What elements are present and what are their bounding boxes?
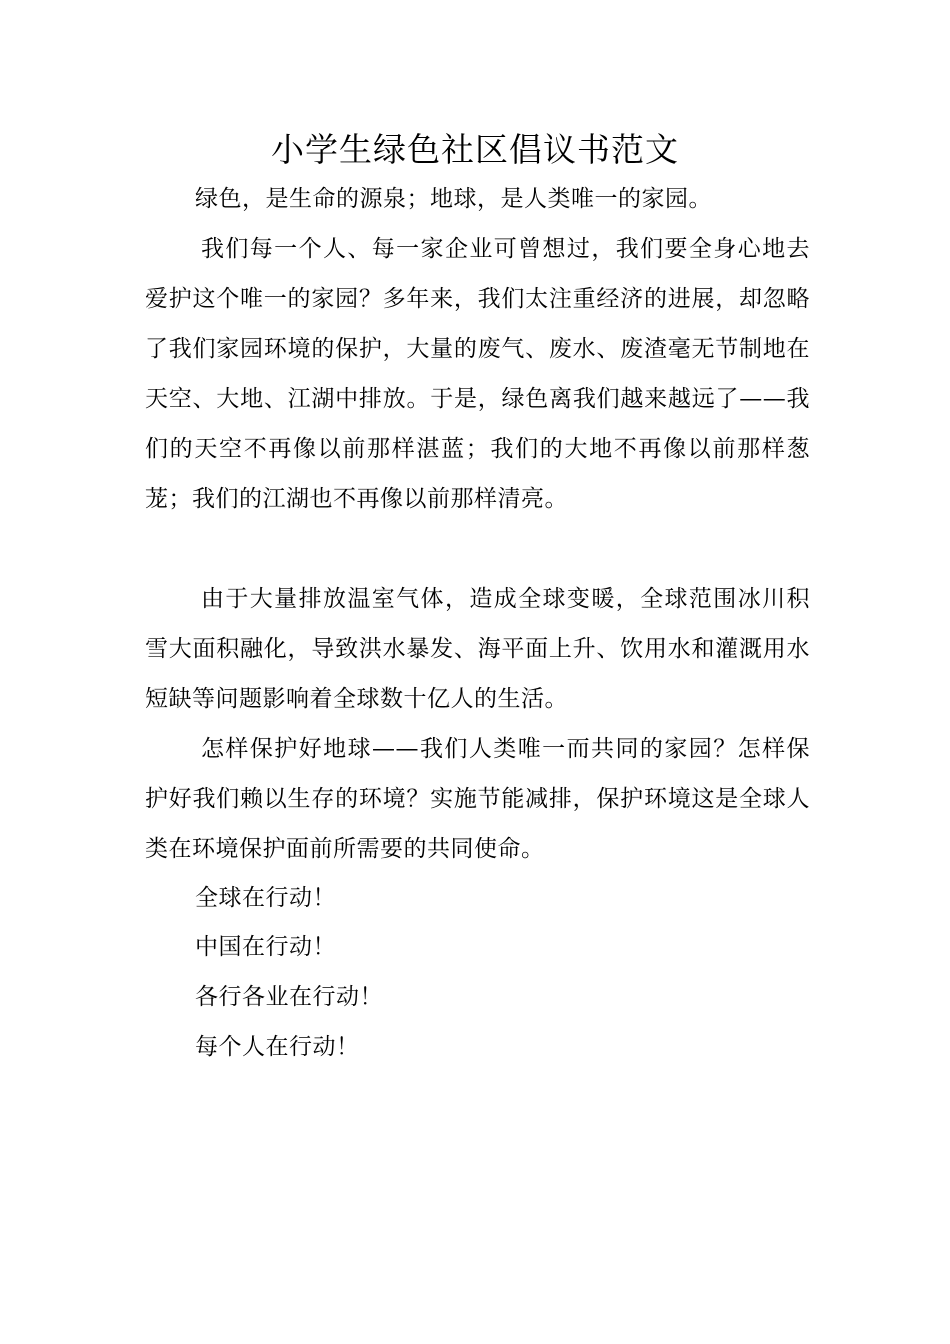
paragraph-3-text: 怎样保护好地球——我们人类唯一而共同的家园？怎样保护好我们赖以生存的环境？实施节能减排，保护环境这是全球人类在环境保护面前所需要的共同使命。 — [145, 736, 810, 862]
paragraph-2 — [145, 574, 810, 724]
opening-line: 绿色，是生命的源泉；地球，是人类唯一的家园。 — [195, 186, 712, 212]
paragraph-1-text: 我们每一个人、每一家企业可曾想过，我们要全身心地去爱护这个唯一的家园？多年来，我们太注重经济的进展，却忽略了我们家园环境的保护，大量的废气、废水、废渣毫无节制地在天空、大地、江湖中排放。于是，绿色离我们越来越远了——我们的天空不再像以前那样湛蓝；我们的大地不再像以前那样葱茏；我们的江湖也不再像以前那样清亮。 — [145, 236, 810, 512]
paragraph-2-text: 由于大量排放温室气体，造成全球变暖，全球范围冰川积雪大面积融化，导致洪水暴发、海平面上升、饮用水和灌溉用水短缺等问题影响着全球数十亿人的生活。 — [145, 586, 810, 712]
slogan-4: 每个人在行动！ — [195, 1034, 360, 1060]
slogan-3: 各行各业在行动！ — [195, 984, 383, 1010]
paragraph-3 — [145, 724, 810, 874]
paragraph-1 — [145, 224, 810, 524]
slogan-2: 中国在行动！ — [195, 934, 336, 960]
slogan-1: 全球在行动！ — [195, 885, 336, 911]
document-title: 小学生绿色社区倡议书范文 — [271, 130, 679, 169]
